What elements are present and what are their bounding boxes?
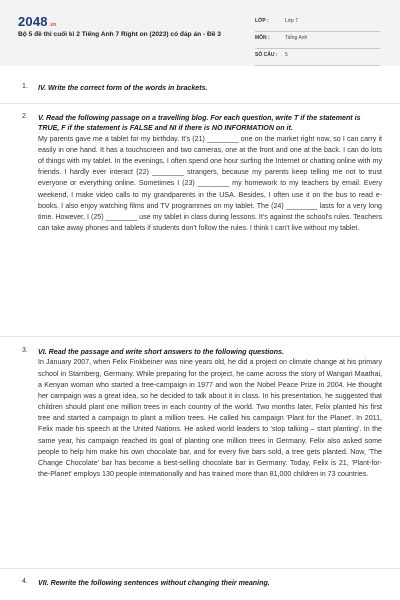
- question-heading: VI. Read the passage and write short answers to the following questions.: [38, 348, 284, 356]
- question-heading: VII. Rewrite the following sentences without changing their meaning.: [38, 579, 270, 587]
- question-heading: IV. Write the correct form of the words in brackets.: [38, 84, 208, 92]
- question-heading: V. Read the following passage on a travelling blog. For each question, write T if the statement is TRUE, F if the statement is FALSE and NI if there is NO INFORMATION on it.: [38, 114, 361, 133]
- meta-value: 5: [285, 52, 288, 58]
- question-number: 1.: [22, 83, 28, 90]
- question-body: [38, 113, 382, 234]
- meta-key: MÔN :: [255, 35, 270, 41]
- document-meta: [255, 15, 380, 66]
- meta-key: LỚP :: [255, 18, 269, 24]
- meta-key: SỐ CÂU :: [255, 52, 278, 58]
- logo-text: 2048: [18, 14, 48, 29]
- question-body: [38, 347, 382, 480]
- site-logo[interactable]: [18, 14, 57, 29]
- question-number: 3.: [22, 347, 28, 354]
- question-number: 4.: [22, 578, 28, 585]
- document-title: Bộ 5 đề thi cuối kì 2 Tiếng Anh 7 Right on (2023) có đáp án - Đề 3: [18, 31, 221, 38]
- meta-value: Lớp 7: [285, 18, 299, 24]
- reading-passage: In January 2007, when Felix Finkbeiner was nine years old, he did a project on climate change at his primary school in Starnberg, Germany. While preparing for the project, he came across the story of Wangari Maathai, a Kenyan woman who started a tree-campaign in 1977 and won the Nobel Peace Prize in 2004. He thought her campaign was a great idea, so he decided to talk about it in class. In his presentation, he suggested that children should plant one million trees in each country of the world. Two months later, Felix planted his first tree and started a campaign to plant a million trees. He called his campaign 'Plant for the Planet'. In 2011, Felix made his speech at the United Nations. He asked world leaders to 'stop talking – start planting'. In the same year, his campaign reached its goal of planting one million trees in Germany. Felix also asked some people to help him make his own chocolate bar, and for every five bars sold, a tree gets planted. Now, 'The Change Chocolate' bar has become a best-selling chocolate bar in Germany. Today, Felix is 21, 'Plant-for-the-Planet' employs 130 people internationally and has trained more than 81,000 children in 73 countries.: [38, 358, 382, 478]
- reading-passage: My parents gave me a tablet for my birthday. It's (21) ________ one on the market right now, so I can carry it easily in one hand. It has a touchscreen and two cameras, one at the front and one at the back. I can do lots of things with my tablet. In the evenings, I often spend one hour surfing the Internet or chatting online with my friends. I hardly ever interact (22) ________ strangers, because my parents keep telling me not to trust everyone or everything online. Sometimes I (23) ________ my homework to my teachers by email. Every weekend, I make video calls to my grandparents in the USA. Besides, I often use it on the bus to read e-books. I also enjoy watching films and TV programmes on my tablet. The (24) ________ lasts for a very long time. However, I (25) ________ use my tablet in class during lessons. It's against the school's rules. Teachers can take away phones and tablets if students don't follow the rules. I think I can't live without my tablet.: [38, 134, 382, 233]
- divider: [0, 568, 400, 569]
- logo-suffix: .vn: [48, 22, 57, 28]
- meta-row-class: [255, 15, 380, 32]
- meta-value: Tiếng Anh: [285, 35, 308, 41]
- question-number: 2.: [22, 113, 28, 120]
- question-body: [38, 83, 382, 93]
- divider: [0, 103, 400, 104]
- meta-row-question-count: [255, 49, 380, 66]
- question-body: [38, 578, 382, 588]
- page-header: [0, 0, 400, 66]
- meta-row-subject: [255, 32, 380, 49]
- divider: [0, 336, 400, 337]
